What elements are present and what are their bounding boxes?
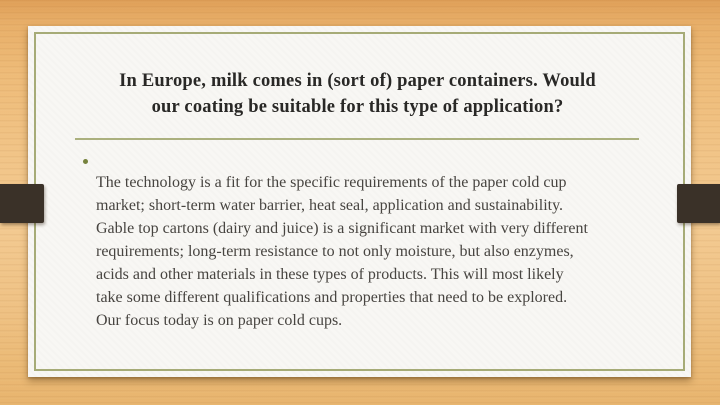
body-line-5: acids and other materials in these types of products. This will most likely xyxy=(96,266,564,283)
body-line-1: The technology is a fit for the specific requirements of the paper cold cup xyxy=(96,174,567,191)
title-divider-line xyxy=(75,138,639,140)
bullet-dot-icon xyxy=(83,159,88,164)
body-line-2: market; short-term water barrier, heat seal, application and sustainability. xyxy=(96,197,564,214)
slide-canvas xyxy=(28,26,691,377)
left-clamp-bar xyxy=(0,184,44,223)
slide-body-text xyxy=(96,171,671,332)
body-line-4: requirements; long-term resistance to not only moisture, but also enzymes, xyxy=(96,243,574,260)
title-line-2: our coating be suitable for this type of application? xyxy=(151,97,564,117)
body-line-6: take some different qualifications and properties that need to be explored. xyxy=(96,289,568,306)
body-line-7: Our focus today is on paper cold cups. xyxy=(96,312,343,329)
right-clamp-bar xyxy=(677,184,720,223)
body-line-3: Gable top cartons (dairy and juice) is a significant market with very different xyxy=(96,220,588,237)
slide-title xyxy=(75,68,640,120)
title-line-1: In Europe, milk comes in (sort of) paper containers. Would xyxy=(119,71,596,91)
